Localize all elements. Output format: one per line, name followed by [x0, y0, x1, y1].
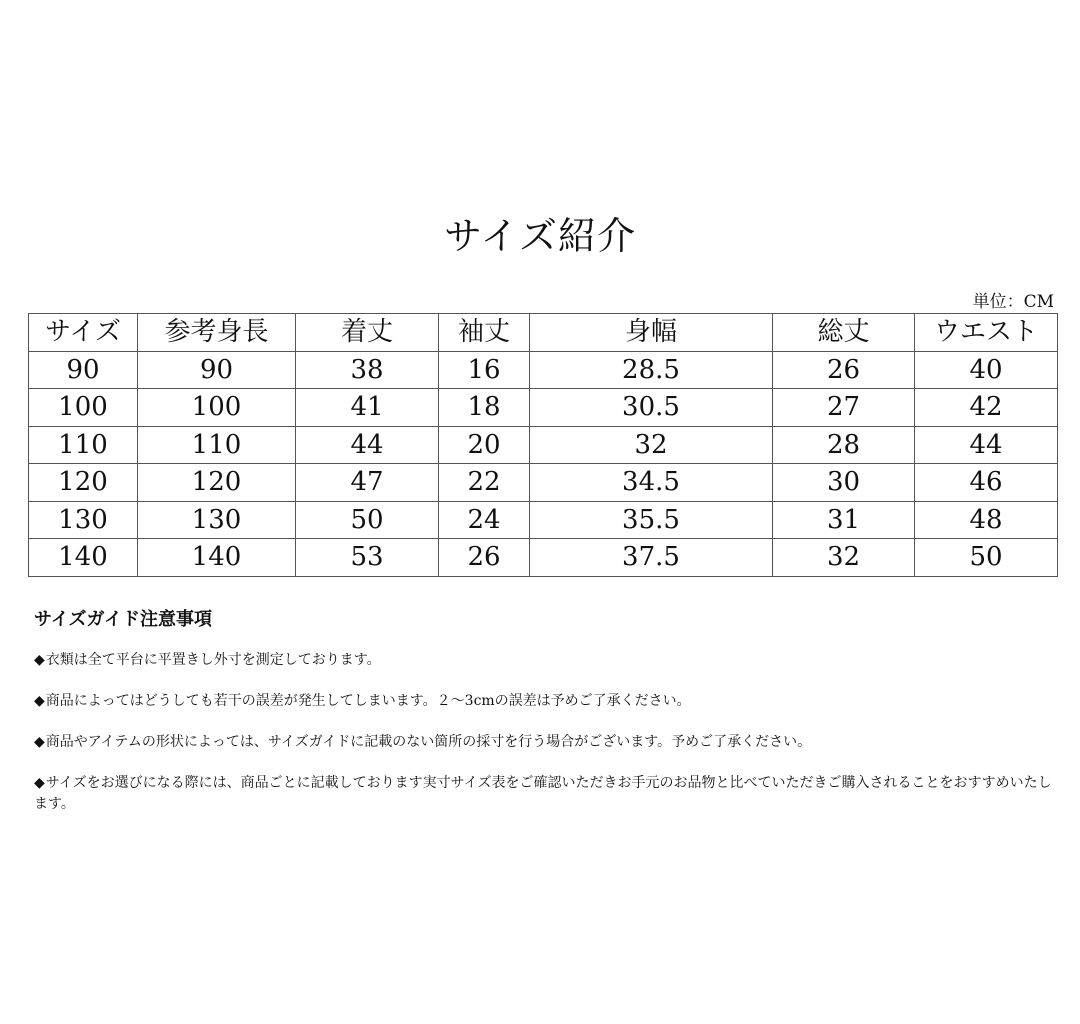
table-cell: 90: [138, 351, 296, 389]
note-item: [34, 773, 1054, 815]
note-text: 商品やアイテムの形状によっては、サイズガイドに記載のない箇所の採寸を行う場合がございます。予めご了承ください。: [45, 734, 812, 750]
table-cell: 16: [439, 351, 530, 389]
table-cell: 34.5: [530, 464, 773, 502]
table-cell: 35.5: [530, 501, 773, 539]
table-cell: 38: [296, 351, 439, 389]
table-cell: 140: [29, 539, 138, 577]
table-cell: 32: [530, 426, 773, 464]
table-cell: 26: [773, 351, 915, 389]
table-cell: 28: [773, 426, 915, 464]
table-cell: 130: [138, 501, 296, 539]
header-sleeve-length: 袖丈: [439, 314, 530, 352]
table-cell: 130: [29, 501, 138, 539]
table-row: [29, 464, 1058, 502]
table-cell: 20: [439, 426, 530, 464]
table-cell: 140: [138, 539, 296, 577]
header-length: 着丈: [296, 314, 439, 352]
table-cell: 41: [296, 389, 439, 427]
table-cell: 50: [915, 539, 1058, 577]
table-header-row: [29, 314, 1058, 352]
notes-title: サイズガイド注意事項: [34, 609, 213, 630]
table-row: [29, 426, 1058, 464]
table-cell: 47: [296, 464, 439, 502]
table-row: [29, 351, 1058, 389]
header-waist: ウエスト: [915, 314, 1058, 352]
table-cell: 40: [915, 351, 1058, 389]
header-body-width: 身幅: [530, 314, 773, 352]
table-cell: 48: [915, 501, 1058, 539]
size-guide-notes: [34, 600, 1054, 835]
table-cell: 120: [138, 464, 296, 502]
unit-label: 単位：CM: [972, 292, 1054, 312]
table-cell: 44: [296, 426, 439, 464]
table-cell: 44: [915, 426, 1058, 464]
table-row: [29, 501, 1058, 539]
header-total-length: 総丈: [773, 314, 915, 352]
table-row: [29, 539, 1058, 577]
note-item: [34, 691, 1054, 712]
table-cell: 42: [915, 389, 1058, 427]
size-table: [28, 313, 1058, 577]
table-cell: 120: [29, 464, 138, 502]
diamond-bullet-icon: ◆: [34, 775, 45, 791]
table-cell: 27: [773, 389, 915, 427]
diamond-bullet-icon: ◆: [34, 734, 45, 750]
table-cell: 37.5: [530, 539, 773, 577]
header-size: サイズ: [29, 314, 138, 352]
note-item: [34, 732, 1054, 753]
note-item: [34, 650, 1054, 671]
table-cell: 110: [29, 426, 138, 464]
table-cell: 90: [29, 351, 138, 389]
table-cell: 30.5: [530, 389, 773, 427]
table-cell: 26: [439, 539, 530, 577]
table-cell: 100: [138, 389, 296, 427]
table-cell: 28.5: [530, 351, 773, 389]
header-reference-height: 参考身長: [138, 314, 296, 352]
diamond-bullet-icon: ◆: [34, 693, 45, 709]
note-text: 商品によってはどうしても若干の誤差が発生してしまいます。２～3cmの誤差は予めご了承ください。: [45, 693, 691, 709]
table-cell: 31: [773, 501, 915, 539]
diamond-bullet-icon: ◆: [34, 652, 45, 668]
table-cell: 22: [439, 464, 530, 502]
note-text: サイズをお選びになる際には、商品ごとに記載しております実寸サイズ表をご確認いただきお手元のお品物と比べていただきご購入されることをおすすめいたします。: [34, 775, 1052, 812]
table-cell: 30: [773, 464, 915, 502]
page-title: サイズ紹介: [444, 214, 636, 258]
table-cell: 110: [138, 426, 296, 464]
table-cell: 50: [296, 501, 439, 539]
table-cell: 53: [296, 539, 439, 577]
table-cell: 24: [439, 501, 530, 539]
table-cell: 100: [29, 389, 138, 427]
table-cell: 46: [915, 464, 1058, 502]
table-row: [29, 389, 1058, 427]
table-cell: 32: [773, 539, 915, 577]
note-text: 衣類は全て平台に平置きし外寸を測定しております。: [45, 652, 381, 668]
table-cell: 18: [439, 389, 530, 427]
